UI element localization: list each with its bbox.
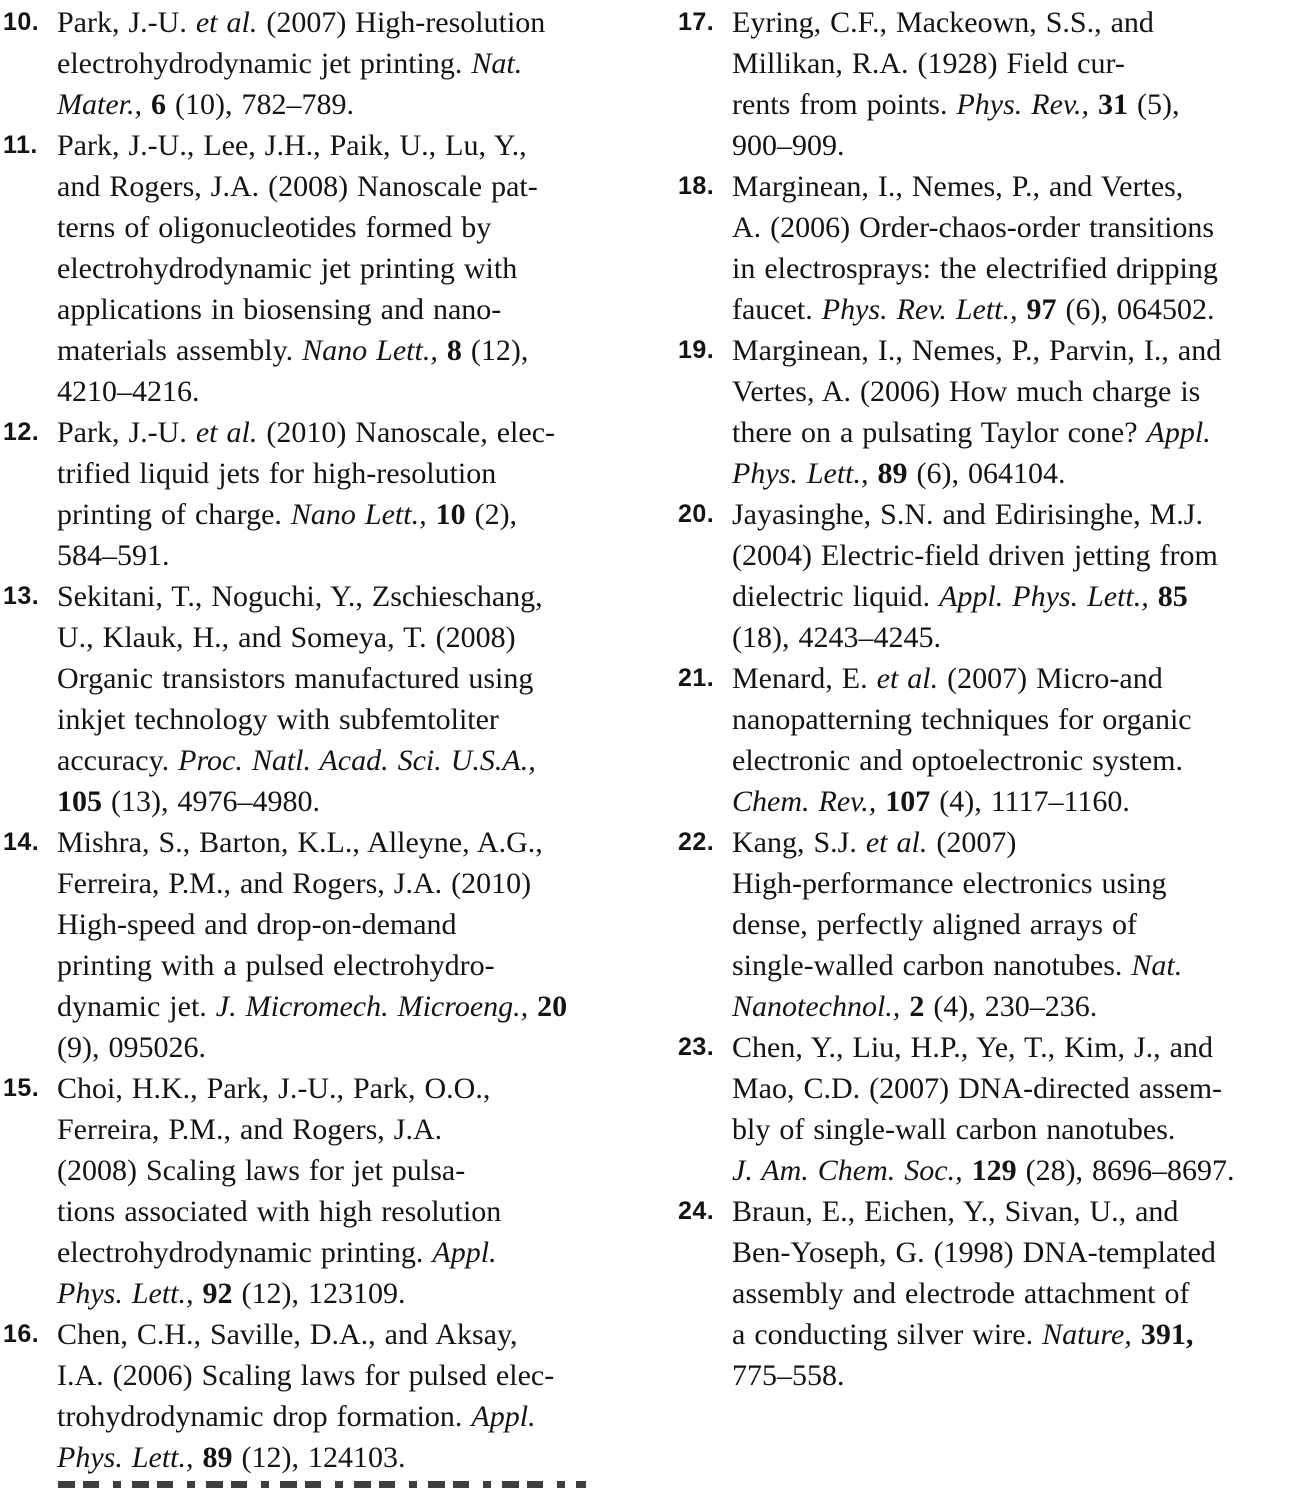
reference-line: printing of charge. Nano Lett., 10 (2), <box>57 498 518 531</box>
reference-item <box>678 1191 1308 1396</box>
reference-line: rents from points. Phys. Rev., 31 (5), <box>732 88 1180 121</box>
reference-number: 14. <box>3 828 40 856</box>
reference-line: dielectric liquid. Appl. Phys. Lett., 85 <box>732 580 1188 613</box>
reference-line: Phys. Lett., 89 (6), 064104. <box>732 457 1066 490</box>
reference-number: 23. <box>678 1033 715 1061</box>
reference-text <box>732 330 1308 494</box>
reference-line: (2008) Scaling laws for jet pulsa- <box>57 1154 466 1187</box>
reference-item <box>678 166 1308 330</box>
references-column-left <box>3 2 633 1478</box>
reference-line: inkjet technology with subfemtoliter <box>57 703 499 736</box>
reference-line: trified liquid jets for high-resolution <box>57 457 497 490</box>
reference-line: Park, J.-U., Lee, J.H., Paik, U., Lu, Y., <box>57 129 527 162</box>
reference-line: dense, perfectly aligned arrays of <box>732 908 1137 941</box>
reference-line: bly of single-wall carbon nanotubes. <box>732 1113 1176 1146</box>
reference-number: 22. <box>678 828 715 856</box>
reference-line: A. (2006) Order-chaos-order transitions <box>732 211 1215 244</box>
reference-item <box>3 822 633 1068</box>
reference-line: Chem. Rev., 107 (4), 1117–1160. <box>732 785 1130 818</box>
reference-line: electrohydrodynamic printing. Appl. <box>57 1236 497 1269</box>
reference-line: 105 (13), 4976–4980. <box>57 785 320 818</box>
reference-number: 17. <box>678 8 715 36</box>
reference-line: Vertes, A. (2006) How much charge is <box>732 375 1201 408</box>
reference-line: Kang, S.J. et al. (2007) <box>732 826 1017 859</box>
reference-line: Park, J.-U. et al. (2007) High-resolution <box>57 6 546 39</box>
reference-line: materials assembly. Nano Lett., 8 (12), <box>57 334 529 367</box>
reference-line: High-performance electronics using <box>732 867 1167 900</box>
reference-line: Park, J.-U. et al. (2010) Nanoscale, elec- <box>57 416 556 449</box>
reference-line: Millikan, R.A. (1928) Field cur- <box>732 47 1125 80</box>
reference-text <box>732 822 1308 1027</box>
reference-line: Sekitani, T., Noguchi, Y., Zschieschang, <box>57 580 543 613</box>
reference-number: 20. <box>678 500 715 528</box>
reference-line: electronic and optoelectronic system. <box>732 744 1183 777</box>
reference-line: Ferreira, P.M., and Rogers, J.A. <box>57 1113 443 1146</box>
reference-line: 4210–4216. <box>57 375 200 408</box>
reference-item <box>678 2 1308 166</box>
reference-line: printing with a pulsed electrohydro- <box>57 949 495 982</box>
reference-line: in electrosprays: the electrified dripping <box>732 252 1218 285</box>
reference-text <box>57 2 633 125</box>
reference-text <box>732 2 1308 166</box>
reference-line: Choi, H.K., Park, J.-U., Park, O.O., <box>57 1072 491 1105</box>
reference-number: 18. <box>678 172 715 200</box>
reference-line: (18), 4243–4245. <box>732 621 941 654</box>
reference-line: Nanotechnol., 2 (4), 230–236. <box>732 990 1098 1023</box>
reference-line: Ben-Yoseph, G. (1998) DNA-templated <box>732 1236 1216 1269</box>
reference-line: terns of oligonucleotides formed by <box>57 211 492 244</box>
reference-number: 10. <box>3 8 40 36</box>
reference-line: Braun, E., Eichen, Y., Sivan, U., and <box>732 1195 1179 1228</box>
reference-line: Marginean, I., Nemes, P., Parvin, I., and <box>732 334 1222 367</box>
reference-line: Ferreira, P.M., and Rogers, J.A. (2010) <box>57 867 532 900</box>
reference-text <box>57 1314 633 1478</box>
cropped-text-line <box>58 1481 586 1488</box>
reference-line: a conducting silver wire. Nature, 391, <box>732 1318 1194 1351</box>
reference-number: 24. <box>678 1197 715 1225</box>
reference-text <box>732 494 1308 658</box>
reference-line: trohydrodynamic drop formation. Appl. <box>57 1400 536 1433</box>
reference-line: Marginean, I., Nemes, P., and Vertes, <box>732 170 1184 203</box>
reference-item <box>678 494 1308 658</box>
reference-item <box>678 1027 1308 1191</box>
reference-line: Eyring, C.F., Mackeown, S.S., and <box>732 6 1154 39</box>
reference-line: Organic transistors manufactured using <box>57 662 534 695</box>
reference-item <box>3 1314 633 1478</box>
reference-line: Phys. Lett., 92 (12), 123109. <box>57 1277 406 1310</box>
reference-line: (2004) Electric-field driven jetting from <box>732 539 1218 572</box>
reference-line: applications in biosensing and nano- <box>57 293 502 326</box>
reference-item <box>678 330 1308 494</box>
reference-line: Chen, Y., Liu, H.P., Ye, T., Kim, J., and <box>732 1031 1213 1064</box>
reference-text <box>732 1191 1308 1396</box>
reference-line: single-walled carbon nanotubes. Nat. <box>732 949 1183 982</box>
reference-line: Chen, C.H., Saville, D.A., and Aksay, <box>57 1318 518 1351</box>
reference-line: Mishra, S., Barton, K.L., Alleyne, A.G., <box>57 826 543 859</box>
references-column-right <box>678 2 1308 1478</box>
reference-line: assembly and electrode attachment of <box>732 1277 1190 1310</box>
reference-item <box>3 576 633 822</box>
reference-line: faucet. Phys. Rev. Lett., 97 (6), 064502. <box>732 293 1215 326</box>
reference-text <box>57 1068 633 1314</box>
reference-line: accuracy. Proc. Natl. Acad. Sci. U.S.A., <box>57 744 536 777</box>
reference-line: nanopatterning techniques for organic <box>732 703 1192 736</box>
reference-line: electrohydrodynamic jet printing with <box>57 252 518 285</box>
reference-line: tions associated with high resolution <box>57 1195 502 1228</box>
reference-text <box>732 1027 1308 1191</box>
reference-text <box>732 166 1308 330</box>
reference-line: there on a pulsating Taylor cone? Appl. <box>732 416 1211 449</box>
reference-text <box>57 576 633 822</box>
reference-line: 900–909. <box>732 129 845 162</box>
reference-line: High-speed and drop-on-demand <box>57 908 457 941</box>
reference-item <box>3 125 633 412</box>
reference-line: Phys. Lett., 89 (12), 124103. <box>57 1441 406 1474</box>
reference-item <box>3 1068 633 1314</box>
reference-line: 775–558. <box>732 1359 845 1392</box>
reference-line: U., Klauk, H., and Someya, T. (2008) <box>57 621 516 654</box>
reference-line: 584–591. <box>57 539 170 572</box>
reference-item <box>678 822 1308 1027</box>
reference-line: Mater., 6 (10), 782–789. <box>57 88 354 121</box>
reference-text <box>57 822 633 1068</box>
reference-item <box>3 412 633 576</box>
reference-text <box>57 125 633 412</box>
reference-item <box>3 2 633 125</box>
reference-line: and Rogers, J.A. (2008) Nanoscale pat- <box>57 170 538 203</box>
reference-item <box>678 658 1308 822</box>
reference-line: dynamic jet. J. Micromech. Microeng., 20 <box>57 990 568 1023</box>
reference-text <box>732 658 1308 822</box>
reference-number: 11. <box>3 131 38 159</box>
reference-line: Mao, C.D. (2007) DNA-directed assem- <box>732 1072 1223 1105</box>
reference-line: J. Am. Chem. Soc., 129 (28), 8696–8697. <box>732 1154 1235 1187</box>
reference-number: 15. <box>3 1074 40 1102</box>
reference-line: I.A. (2006) Scaling laws for pulsed elec- <box>57 1359 555 1392</box>
reference-number: 19. <box>678 336 715 364</box>
reference-line: Jayasinghe, S.N. and Edirisinghe, M.J. <box>732 498 1203 531</box>
reference-line: (9), 095026. <box>57 1031 206 1064</box>
reference-number: 12. <box>3 418 40 446</box>
reference-line: Menard, E. et al. (2007) Micro-and <box>732 662 1163 695</box>
reference-number: 21. <box>678 664 715 692</box>
reference-number: 13. <box>3 582 40 610</box>
reference-text <box>57 412 633 576</box>
reference-line: electrohydrodynamic jet printing. Nat. <box>57 47 523 80</box>
reference-number: 16. <box>3 1320 40 1348</box>
